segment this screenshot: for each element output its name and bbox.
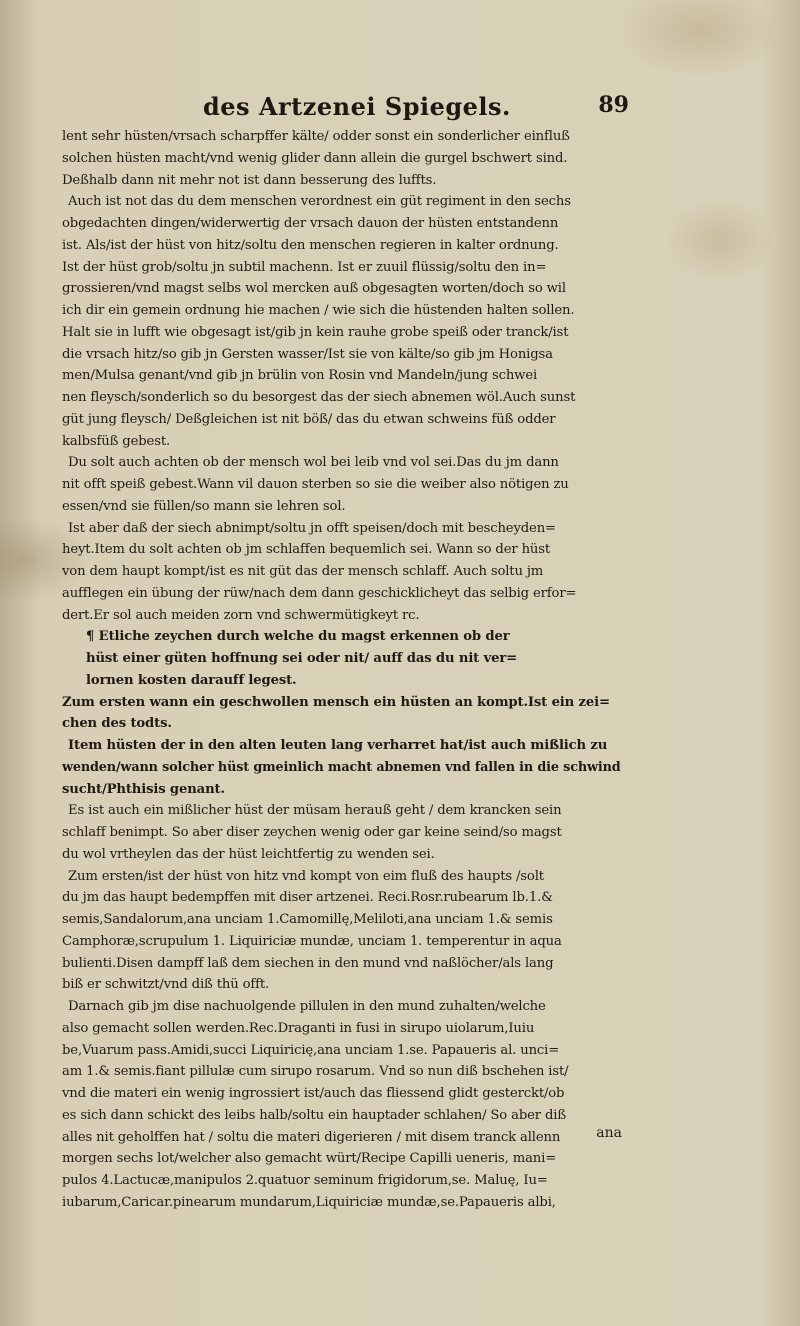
text-line: iubarum,Caricar.pinearum mundarum,Liquiriciæ mundæ,se.Papaueris albi, <box>62 1194 556 1210</box>
text-line: obgedachten dingen/widerwertig der vrsach dauon der hüsten entstandenn <box>62 216 559 231</box>
text-line: alles nit geholffen hat / soltu die materi digerieren / mit disem tranck allenn <box>62 1129 561 1145</box>
text-line: Du solt auch achten ob der mensch wol bei leib vnd vol sei.Das du jm dann <box>68 455 559 471</box>
text-line: Es ist auch ein mißlicher hüst der müsam herauß geht / dem krancken sein <box>68 803 562 819</box>
text-line: Ist der hüst grob/soltu jn subtil machenn. Ist er zuuil flüssig/soltu den in= <box>62 259 547 275</box>
text-line: ist. Als/ist der hüst von hitz/soltu den menschen regieren in kalter ordnung. <box>62 237 559 253</box>
text-line: schlaff benimpt. So aber diser zeychen wenig oder gar keine seind/so magst <box>62 825 562 840</box>
text-line: du wol vrtheylen das der hüst leichtfertig zu wenden sei. <box>62 846 435 862</box>
text-line: es sich dann schickt des leibs halb/soltu ein hauptader schlahen/ So aber diß <box>62 1107 566 1123</box>
text-line: Item hüsten der in den alten leuten lang verharret hat/ist auch mißlich zu <box>68 738 608 753</box>
text-line: von dem haupt kompt/ist es nit güt das der mensch schlaff. Auch soltu jm <box>62 564 544 579</box>
text-line: also gemacht sollen werden.Rec.Draganti in fusi in sirupo uiolarum,Iuiu <box>62 1020 535 1036</box>
text-line: am 1.& semis.fiant pillulæ cum sirupo rosarum. Vnd so nun diß bschehen ist/ <box>62 1064 569 1080</box>
text-line: aufflegen ein übung der rüw/nach dem dann geschicklicheyt das selbig erfor= <box>62 585 577 601</box>
text-line: die vrsach hitz/so gib jn Gersten wasser/Ist sie von kälte/so gib jm Honigsa <box>62 346 553 362</box>
text-line: vnd die materi ein wenig ingrossiert ist/auch das fliessend glidt gesterckt/ob <box>62 1086 565 1101</box>
running-head-title: des Artzenei Spiegels. <box>203 92 511 121</box>
text-line: nen fleysch/sonderlich so du besorgest das der siech abnemen wöl.Auch sunst <box>62 390 576 405</box>
text-line: semis,Sandalorum,ana unciam 1.Camomillę,Meliloti,ana unciam 1.& semis <box>62 912 553 927</box>
text-line: nit offt speiß gebest.Wann vil dauon sterben so sie die weiber also nötigen zu <box>62 477 569 492</box>
text-line: Zum ersten/ist der hüst von hitz vnd kompt von eim fluß des haupts /solt <box>68 868 544 884</box>
text-line: be,Vuarum pass.Amidi,succi Liquiricię,ana unciam 1.se. Papaueris al. unci= <box>62 1042 560 1058</box>
text-line: essen/vnd sie füllen/so mann sie lehren sol. <box>62 498 346 514</box>
text-line: güt jung fleysch/ Deßgleichen ist nit böß/ das du etwan schweins füß odder <box>62 411 556 427</box>
text-line: Zum ersten wann ein geschwollen mensch ein hüsten an kompt.Ist ein zei= <box>62 694 610 710</box>
text-line: Camphoræ,scrupulum 1. Liquiriciæ mundæ, unciam 1. temperentur in aqua <box>62 933 562 949</box>
text-line: Auch ist not das du dem menschen verordnest ein güt regiment in den sechs <box>68 194 571 210</box>
text-line: heyt.Item du solt achten ob jm schlaffen bequemlich sei. Wann so der hüst <box>62 542 551 558</box>
text-line: kalbsfüß gebest. <box>62 433 171 449</box>
text-line: bulienti.Disen dampff laß dem siechen in den mund vnd naßlöcher/als lang <box>62 955 554 971</box>
text-line: lent sehr hüsten/vrsach scharpffer kälte/ odder sonst ein sonderlicher einfluß <box>62 129 570 144</box>
text-line: Halt sie in lufft wie obgesagt ist/gib jn kein rauhe grobe speiß oder tranck/ist <box>62 324 569 340</box>
text-line: ich dir ein gemein ordnung hie machen / wie sich die hüstenden halten sollen. <box>62 303 575 318</box>
text-line: hüst einer güten hoffnung sei oder nit/ auff das du nit ver= <box>86 651 518 666</box>
text-line: ¶ Etliche zeychen durch welche du magst erkennen ob der <box>86 629 510 645</box>
text-line: sucht/Phthisis genant. <box>62 781 225 797</box>
text-line: du jm das haupt bedempffen mit diser artzenei. Reci.Rosr.rubearum lb.1.& <box>62 890 553 906</box>
text-line: morgen sechs lot/welcher also gemacht würt/Recipe Capilli ueneris, mani= <box>62 1151 557 1167</box>
text-line: lornen kosten darauff legest. <box>86 672 297 688</box>
text-line: Darnach gib jm dise nachuolgende pillulen in den mund zuhalten/welche <box>68 999 546 1014</box>
text-line: grossieren/vnd magst selbs wol mercken auß obgesagten worten/doch so wil <box>62 281 566 297</box>
text-line: dert.Er sol auch meiden zorn vnd schwermütigkeyt rc. <box>62 607 420 623</box>
text-line: pulos 4.Lactucæ,manipulos 2.quatuor seminum frigidorum,se. Maluę, Iu= <box>62 1173 548 1188</box>
body-text <box>62 126 628 1214</box>
text-line: biß er schwitzt/vnd diß thü offt. <box>62 977 270 993</box>
running-head <box>203 92 633 122</box>
text-line: men/Mulsa genant/vnd gib jn brülin von Rosin vnd Mandeln/jung schwei <box>62 368 538 384</box>
text-line: Deßhalb dann nit mehr not ist dann besserung des luffts. <box>62 172 437 188</box>
text-line: Ist aber daß der siech abnimpt/soltu jn offt speisen/doch mit bescheyden= <box>68 520 556 536</box>
text-line: chen des todts. <box>62 716 172 732</box>
catchword: ana <box>596 1125 622 1141</box>
page-number: 89 <box>598 92 629 118</box>
text-line: solchen hüsten macht/vnd wenig glider dann allein die gurgel bschwert sind. <box>62 150 568 166</box>
text-line: wenden/wann solcher hüst gmeinlich macht abnemen vnd fallen in die schwind <box>62 759 621 775</box>
